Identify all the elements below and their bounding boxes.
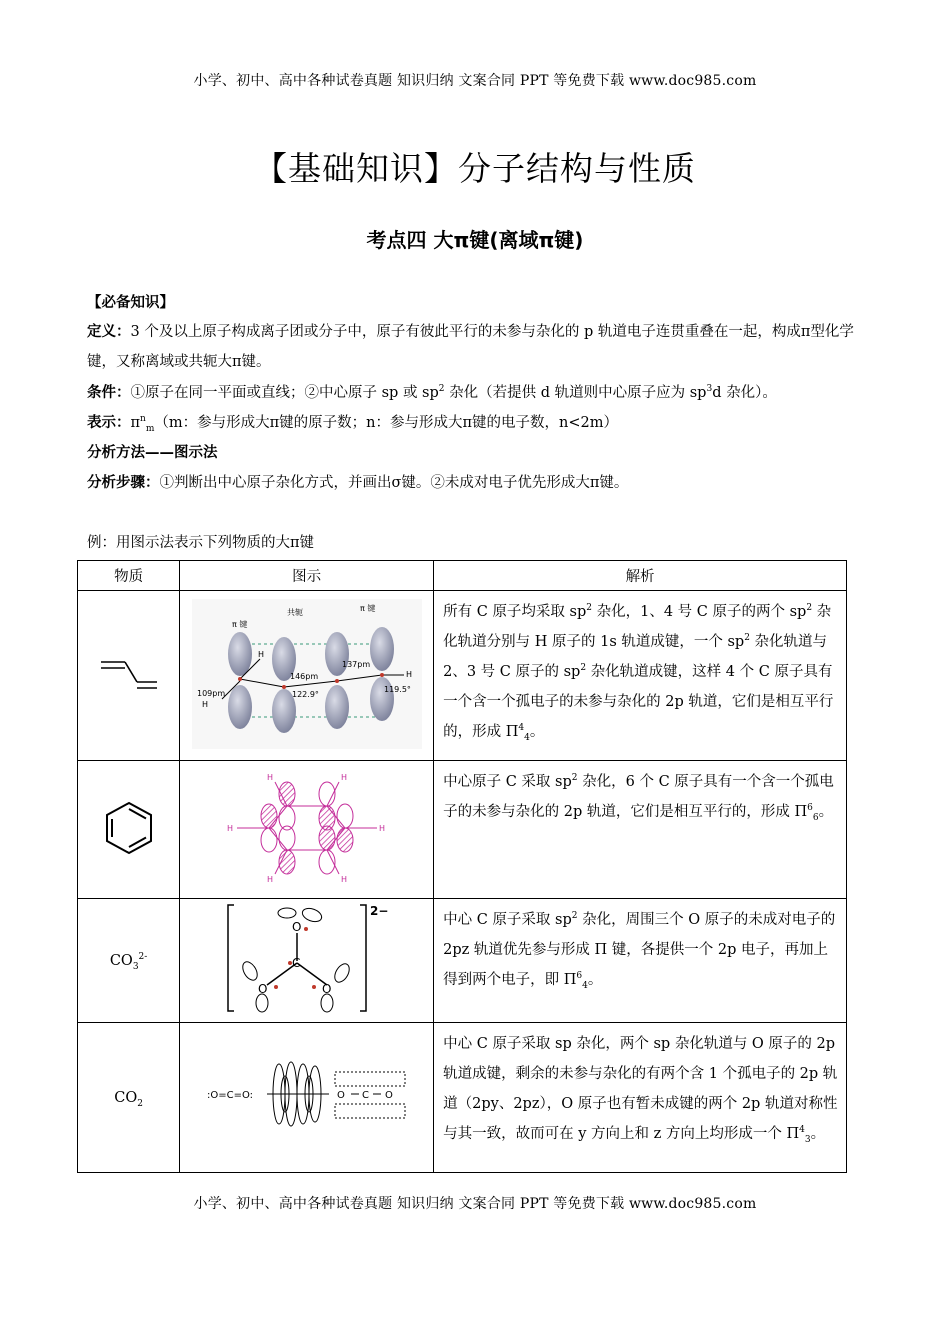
- carbonate-orbital-diagram: [180, 899, 434, 1023]
- header-substance: 物质: [78, 561, 180, 591]
- svg-text:O: O: [257, 982, 268, 996]
- svg-text:π 键: π 键: [231, 619, 247, 629]
- butadiene-orbital-diagram: [180, 591, 434, 761]
- svg-text:π 键: π 键: [359, 603, 375, 613]
- example-table: [77, 560, 847, 1173]
- butadiene-structure: [78, 591, 180, 761]
- svg-text:146pm: 146pm: [289, 671, 318, 681]
- notation-paragraph: 表示：$\pi^n_m(m$：参与形成大π键的原子数；n：参与形成大π键的电子数，n<2m）: [87, 414, 618, 434]
- definition-text: 3 个及以上原子构成离子团或分子中，原子有彼此平行的未参与杂化的 p 轨道电子连贯重叠在一起，构成π型化学键，又称离域或共轭大π键。: [87, 324, 854, 370]
- footer-note: 小学、初中、高中各种试卷真题 知识归纳 文案合同 PPT 等免费下载 www.doc985.com: [193, 1196, 757, 1212]
- carbonate-analysis: 中心 C 原子采取 $sp^2$ 杂化，周围三个 O 原子的未成对电子的 2pz 轨道优先参与形成 Π 键，各提供一个 2p 电子，再加上得到两个电子，即 $\Pi^6_4$。: [434, 899, 847, 1023]
- benzene-analysis: 中心原子 C 采取 $sp^2$ 杂化，6 个 C 原子具有一个含一个孤电子的未参与杂化的 2p 轨道，它们是相互平行的，形成 $\Pi^6_6$。: [434, 761, 847, 899]
- benzene-structure: [78, 761, 180, 899]
- table-row-co2: [78, 1023, 847, 1173]
- svg-text:O: O: [291, 920, 302, 934]
- header-note: 小学、初中、高中各种试卷真题 知识归纳 文案合同 PPT 等免费下载 www.doc985.com: [193, 73, 757, 89]
- svg-text:H: H: [340, 772, 347, 782]
- header-analysis: 解析: [434, 561, 847, 591]
- butadiene-skeletal-icon: [99, 654, 159, 694]
- svg-text:O: O: [321, 982, 332, 996]
- svg-text:共轭: 共轭: [286, 607, 303, 617]
- co2-orbital-diagram: [180, 1023, 434, 1173]
- svg-text:C: C: [361, 1089, 369, 1101]
- svg-text:H: H: [257, 649, 264, 659]
- condition-paragraph: 条件：①原子在同一平面或直线；②中心原子 sp 或 $sp^2$ 杂化（若提供 d 轨道则中心原子应为 $sp^3d$ 杂化）。: [87, 384, 777, 401]
- co2-analysis: 中心 C 原子采取 sp 杂化，两个 sp 杂化轨道与 O 原子的 2p 轨道成键，剩余的未参与杂化的有两个含 1 个孤电子的 2p 轨道（2py、2pz），O 原子也有暂未成键的两个 2p 轨道对称性与其一致，故而可在 y 方向上和 z 方向上均形成一个 $\Pi^4_3$。: [434, 1023, 847, 1173]
- page-subtitle: 考点四 大π键(离域π键): [366, 228, 584, 252]
- steps-paragraph: 分析步骤：①判断出中心原子杂化方式，并画出σ键。②未成对电子优先形成大π键。: [87, 475, 629, 491]
- svg-text:O: O: [384, 1089, 393, 1101]
- svg-text:2−: 2−: [369, 904, 389, 918]
- carbonate-formula: $CO_3^{2-}$: [78, 899, 180, 1023]
- svg-text:H: H: [266, 772, 273, 782]
- svg-text:137pm: 137pm: [341, 659, 370, 669]
- knowledge-heading: 【必备知识】: [87, 295, 174, 311]
- definition-label: 定义：: [87, 324, 131, 340]
- butadiene-analysis: 所有 C 原子均采取 $sp^2$ 杂化，1、4 号 C 原子的两个 $sp^2$ 杂化轨道分别与 H 原子的 1s 轨道成键，一个 $sp^2$ 杂化轨道与 2、3 号 C 原子的 $sp^2$ 杂化轨道成键，这样 4 个 C 原子具有一个含一个孤电子的未参与杂化的 2p 轨道，它们是相互平行的，形成 $\Pi^4_4$。: [434, 591, 847, 761]
- definition-paragraph: [87, 317, 867, 377]
- benzene-ring-icon: [99, 798, 159, 858]
- butadiene-orbital-icon: [192, 599, 422, 749]
- co2-orbital-icon: [207, 1056, 407, 1136]
- carbonate-orbital-icon: [222, 901, 392, 1016]
- svg-text:109pm: 109pm: [196, 688, 225, 698]
- benzene-orbital-diagram: [180, 761, 434, 899]
- svg-text::O=C=O:: :O=C=O:: [206, 1089, 253, 1101]
- svg-text:H: H: [201, 699, 208, 709]
- table-row-benzene: [78, 761, 847, 899]
- svg-text:H: H: [226, 823, 233, 833]
- svg-text:H: H: [405, 669, 412, 679]
- benzene-orbital-icon: [217, 768, 397, 888]
- svg-text:H: H: [266, 874, 273, 884]
- svg-text:H: H: [378, 823, 385, 833]
- svg-text:122.9°: 122.9°: [291, 689, 319, 699]
- svg-text:O: O: [336, 1089, 345, 1101]
- table-header-row: [78, 561, 847, 591]
- method-heading: 分析方法——图示法: [87, 445, 218, 461]
- svg-text:119.5°: 119.5°: [383, 684, 411, 694]
- header-diagram: 图示: [180, 561, 434, 591]
- table-row-butadiene: [78, 591, 847, 761]
- svg-text:H: H: [340, 874, 347, 884]
- table-row-carbonate: [78, 899, 847, 1023]
- page-title: 【基础知识】分子结构与性质: [254, 149, 696, 188]
- svg-text:C: C: [291, 956, 301, 970]
- example-intro: 例：用图示法表示下列物质的大π键: [87, 535, 315, 551]
- co2-formula: $CO_2$: [78, 1023, 180, 1173]
